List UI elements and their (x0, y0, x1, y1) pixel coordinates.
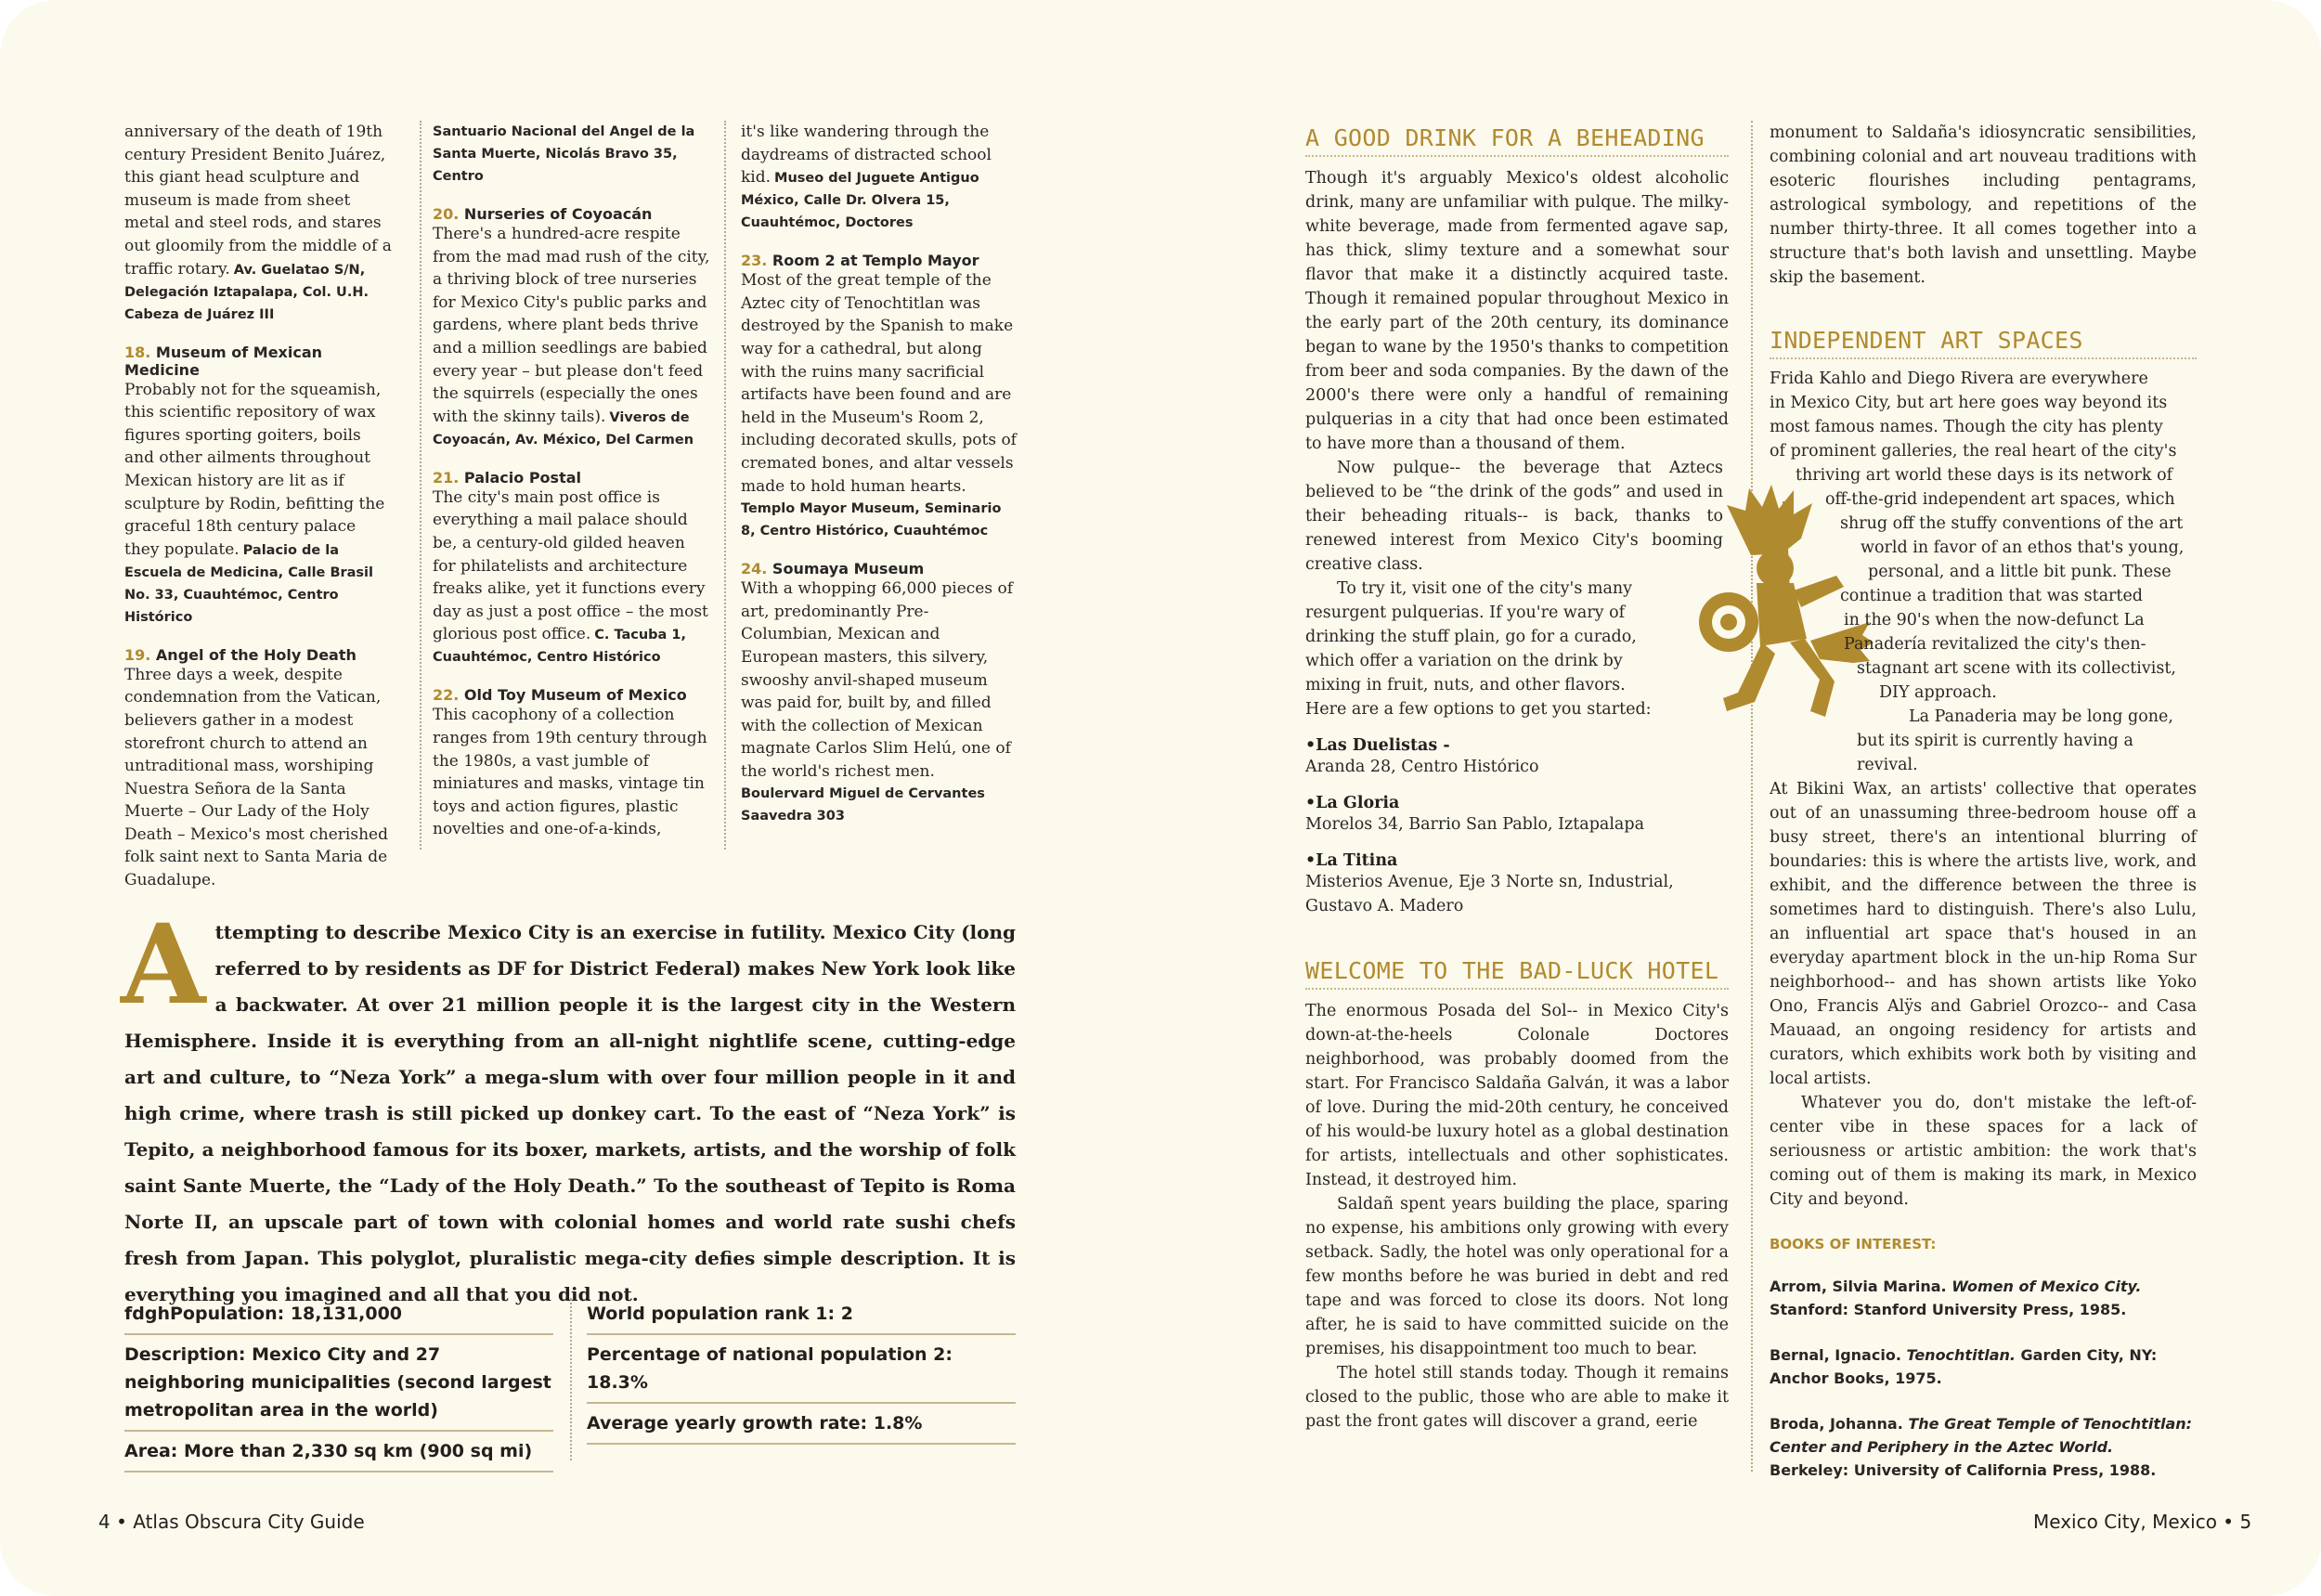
entry-number: 21. (433, 468, 460, 487)
entry-22-tail (741, 121, 1019, 234)
left-column-3 (741, 121, 1019, 845)
entry-title: Soumaya Museum (772, 560, 925, 578)
bar-item (1305, 794, 1729, 837)
stats-divider (570, 1298, 572, 1460)
art-line: off-the-grid independent art spaces, which (1825, 490, 2175, 509)
entry-address: Av. Guelatao S/N, Delegación Iztapalapa, Col. U.H. Cabeza de Juárez III (124, 262, 369, 322)
stat-world-rank: World population rank 1: 2 (587, 1294, 1016, 1335)
entry-text: There's a hundred-acre respite from the mad mad rush of the city, a thriving block of tree nurseries for Mexico City's public parks and gardens, where plant beds thrive and a million seedlings are babied every year – but please don't feed the squirrels (especially the ones with the skinny tails). (433, 225, 710, 426)
stats-left (124, 1294, 553, 1473)
entry-22 (433, 686, 711, 841)
bar-item (1305, 736, 1729, 779)
entry-number: 22. (433, 686, 460, 705)
drink-paragraph-3: To try it, visit one of the city's many resurgent pulquerias. If you're wary of drinking the stuff plain, go for a curado, which offer a variation on the drink by mixing in fruit, nuts, and other flavors. Here are a few options to get you started: (1305, 579, 1652, 719)
entry-address: Palacio de la Escuela de Medicina, Calle Brasil No. 33, Cuauhtémoc, Centro Histórico (124, 542, 374, 625)
art-line: Frida Kahlo and Diego Rivera are everywhere (1770, 370, 2148, 388)
book-author: Arrom, Silvia Marina. (1770, 1278, 1952, 1295)
book-title: The Great Temple of Tenochtitlan: Center and Periphery in the Aztec World. (1770, 1415, 2193, 1456)
entry-19 (124, 646, 392, 892)
entry-number: 24. (741, 560, 768, 578)
bar-name: •La Gloria (1305, 794, 1400, 812)
drink-paragraph-2: Now pulque-- the beverage that Aztecs believed to be “the drink of the gods” and used in their beheading rituals-- is back, thanks to renewed interest from Mexico City's booming creative class. (1305, 459, 1723, 574)
column-divider (1751, 121, 1753, 1472)
book-publisher: Garden City, NY: Anchor Books, 1975. (1770, 1346, 2158, 1387)
art-line: in Mexico City, but art here goes way beyond its (1770, 394, 2168, 412)
entry-title: Room 2 at Templo Mayor (772, 252, 979, 270)
entry-21 (433, 469, 711, 669)
entry-address: C. Tacuba 1, Cuauhtémoc, Centro Histórico (433, 628, 686, 666)
art-line: most famous names. Though the city has plenty (1770, 418, 2163, 436)
entry-title: Old Toy Museum of Mexico (463, 686, 687, 705)
stat-description: Description: Mexico City and 27 neighboring municipalities (second largest metropolitan area in the world) (124, 1335, 553, 1432)
stat-population: fdghPopulation: 18,131,000 (124, 1294, 553, 1335)
entry-title: Museum of Mexican Medicine (124, 343, 323, 379)
entry-title: Nurseries of Coyoacán (463, 205, 653, 223)
art-line: DIY approach. (1879, 683, 1997, 702)
left-column-1 (124, 121, 392, 910)
entry-text: This cacophony of a collection ranges from 19th century through the 1980s, a vast jumble of miniatures and masks, vintage tin toys and action figures, plastic novelties and one-of-a-kinds, (433, 706, 707, 839)
book-title: Women of Mexico City. (1951, 1278, 2142, 1295)
right-column-2 (1770, 121, 2197, 1504)
entry-heading (741, 560, 1019, 577)
entry-18 (124, 344, 392, 629)
bar-address: Aranda 28, Centro Histórico (1305, 758, 1539, 776)
hotel-paragraph-3: The hotel still stands today. Though it remains closed to the public, those who are able to make it past the front gates will discover a grand, eerie (1305, 1364, 1729, 1431)
entry-text: With a whopping 66,000 pieces of art, predominantly Pre-Columbian, Mexican and European masters, this silvery, swooshy anvil-shaped museum was paid for, built by, and filled with the collection of Mexican magnate Carlos Slim Helú, one of the world's richest men. (741, 579, 1014, 781)
books-list (1770, 1275, 2197, 1482)
entry-heading (124, 646, 392, 664)
entry-heading (124, 344, 392, 379)
entry-text: The city's main post office is everything a mail palace should be, a century-old gilded heaven for philatelists and architecture freaks alike, yet it functions every day as just a post office – the most glorious post office. (433, 487, 708, 644)
art-line: thriving art world these days is its network of (1796, 466, 2173, 485)
entry-17-tail (124, 121, 392, 326)
entry-24 (741, 560, 1019, 827)
section-title-hotel: WELCOME TO THE BAD-LUCK HOTEL (1305, 957, 1729, 990)
book-publisher: Berkeley: University of California Press, 1988. (1770, 1461, 2157, 1479)
art-line: shrug off the stuffy conventions of the art (1840, 514, 2184, 533)
books-title: BOOKS OF INTEREST: (1770, 1236, 1937, 1252)
right-column-1 (1305, 124, 1729, 1434)
entry-number: 18. (124, 343, 151, 361)
stat-national-percentage: Percentage of national population 2: 18.3% (587, 1335, 1016, 1404)
entry-address: Viveros de Coyoacán, Av. México, Del Carmen (433, 409, 694, 448)
section-title-art: INDEPENDENT ART SPACES (1770, 327, 2197, 359)
book-citation (1770, 1275, 2197, 1321)
drink-paragraph-1: Though it's arguably Mexico's oldest alcoholic drink, many are unfamiliar with pulque. The milky-white beverage, made from fermented agave sap, has thick, slimy texture and a somewhat sour flavor that make it a distinctly acquired taste. Though it remained popular throughout Mexico in the early part of the 20th century, its dominance began to wane by the 1950's thanks to competition from beer and soda companies. By the dawn of the 2000's there were only a handful of remaining pulquerias in a city that had once been estimated to have more than a thousand of them. (1305, 169, 1729, 453)
entry-number: 20. (433, 205, 460, 223)
art-line: but its spirit is currently having a revival. (1857, 732, 2133, 774)
stat-area: Area: More than 2,330 sq km (900 sq mi) (124, 1432, 553, 1473)
stat-growth-rate: Average yearly growth rate: 1.8% (587, 1404, 1016, 1445)
entry-text: anniversary of the death of 19th century President Benito Juárez, this giant head sculpture and museum is made from sheet metal and steel rods, and stares out gloomily from the middle of a traffic rotary. (124, 123, 392, 279)
column-divider (420, 121, 421, 850)
bar-address: Misterios Avenue, Eje 3 Norte sn, Industrial, Gustavo A. Madero (1305, 873, 1674, 915)
bar-address: Morelos 34, Barrio San Pablo, Iztapalapa (1305, 815, 1645, 834)
art-line: of prominent galleries, the real heart of the city's (1770, 442, 2177, 461)
art-line: La Panaderia may be long gone, (1909, 707, 2173, 726)
entry-address: Boulervard Miguel de Cervantes Saavedra 303 (741, 786, 985, 824)
entry-20 (433, 205, 711, 451)
art-paragraph-2: Whatever you do, don't mistake the left-of-center vibe in these spaces for a lack of seriousness or artistic ambition: the work that's coming out of them is making its mark, in Mexico City and beyond. (1770, 1094, 2197, 1209)
art-line: in the 90's when the now-defunct La (1844, 611, 2145, 629)
art-line: Panadería revitalized the city's then- (1844, 635, 2146, 654)
art-paragraph-rest: At Bikini Wax, an artists' collective that operates out of an unassuming three-bedroom house off a busy street, there's an intentional blurring of boundaries: this is where the artists live, work, and exhibit, and the difference between the three is sometimes hard to distinguish. There's also Lulu, an influential art space that's housed in an everyday apartment block in the un-hip Roma Sur neighborhood-- and has shown artists like Yoko Ono, Francis Alÿs and Gabriel Orozco-- and Casa Mauaad, an ongoing residency for artists and curators, which exhibits work both by visiting and local artists. (1770, 780, 2197, 1088)
entry-number: 19. (124, 645, 151, 664)
book-citation (1770, 1412, 2197, 1482)
entry-title: Angel of the Holy Death (155, 645, 357, 664)
bar-name: •La Titina (1305, 851, 1398, 870)
entry-text: Three days a week, despite condemnation from the Vatican, believers gather in a modest storefront church to attend an untraditional mass, worshiping Nuestra Señora de la Santa Muerte – Our Lady of the Holy Death – Mexico's most cherished folk saint next to Santa Maria de Guadalupe. (124, 665, 388, 890)
warrior-leg-left (1723, 642, 1775, 711)
section-title-drink: A GOOD DRINK FOR A BEHEADING (1305, 124, 1729, 157)
entry-number: 23. (741, 252, 768, 270)
bar-name: •Las Duelistas - (1305, 736, 1450, 755)
art-line: continue a tradition that was started (1840, 587, 2144, 605)
entry-title: Palacio Postal (463, 468, 581, 487)
left-page-footer: 4 • Atlas Obscura City Guide (98, 1511, 365, 1533)
entry-text: it's like wandering through the daydreams of distracted school kid. (741, 123, 992, 188)
bar-item (1305, 851, 1729, 918)
entry-23 (741, 252, 1019, 542)
art-line: world in favor of an ethos that's young, (1861, 538, 2185, 557)
drop-cap: A (121, 900, 206, 1029)
entry-text: Most of the great temple of the Aztec city of Tenochtitlan was destroyed by the Spanish to make way for a cathedral, but along with the ruins many sacrificial artifacts have been found and are held in the Museum's Room 2, including decorated skulls, pots of cremated bones, and altar vessels made to hold human hearts. (741, 271, 1017, 496)
hotel-paragraph-2: Saldañ spent years building the place, sparing no expense, his ambitions only growing with every setback. Sadly, the hotel was only operational for a few months before he was buried in debt and red tape and was forced to close its doors. Not long after, he is said to have committed suicide on the premises, his disappointment too much to bear. (1305, 1195, 1729, 1358)
entry-19-address (433, 121, 711, 188)
entry-address: Museo del Juguete Antiguo México, Calle Dr. Olvera 15, Cuauhtémoc, Doctores (741, 171, 979, 231)
entry-heading (433, 469, 711, 487)
intro-paragraph (121, 900, 1016, 1313)
art-line: stagnant art scene with its collectivist, (1857, 659, 2176, 678)
hotel-paragraph-tail: monument to Saldaña's idiosyncratic sensibilities, combining colonial and art nouveau traditions with esoteric flourishes including pentagrams, astrological symbology, and repetitions of the number thirty-three. It all comes together into a structure that's both lavish and unsettling. Maybe skip the basement. (1770, 123, 2197, 287)
entry-heading (741, 252, 1019, 269)
column-divider (724, 121, 726, 850)
book-title: Tenochtitlan. (1906, 1346, 2016, 1364)
bar-list (1305, 736, 1729, 918)
art-paragraph-1 (1770, 367, 2197, 1091)
entry-heading (433, 205, 711, 223)
intro-text: ttempting to describe Mexico City is an exercise in futility. Mexico City (long referred to by residents as DF for District Federal) makes New York look like a backwater. At over 21 million people it is the largest city in the Western Hemisphere. Inside it is everything from an all-night nightlife scene, cutting-edge art and culture, to “Neza York” a mega-slum with over four million people in it and high crime, where trash is still picked up donkey cart. To the east of “Neza York” is Tepito, a neighborhood famous for its boxer, markets, artists, and the worship of folk saint Sante Muerte, the “Lady of the Holy Death.” To the southeast of Tepito is Roma Norte II, an upscale part of town with colonial homes and world rate sushi chefs fresh from Japan. This polyglot, pluralistic mega-city defies simple description. It is everything you imagined and all that you did not. (124, 921, 1016, 1305)
book-author: Bernal, Ignacio. (1770, 1346, 1907, 1364)
book-author: Broda, Johanna. (1770, 1415, 1909, 1433)
left-column-2 (433, 121, 711, 859)
hotel-paragraph-1: The enormous Posada del Sol-- in Mexico City's down-at-the-heels Colonale Doctores neighborhood, was probably doomed from the start. For Francisco Saldaña Galván, it was a labor of love. During the mid-20th century, he conceived of his would-be luxury hotel as a global destination for artists, intellectuals and other sophisticates. Instead, it destroyed him. (1305, 1002, 1729, 1189)
stats-right (587, 1294, 1016, 1445)
book-publisher: Stanford: Stanford University Press, 1985. (1770, 1301, 2127, 1318)
entry-text: Probably not for the squeamish, this scientific repository of wax figures sporting goiters, boils and other ailments throughout Mexican history are lit as if sculpture by Rodin, befitting the graceful 18th century palace they populate. (124, 380, 385, 559)
right-page-footer: Mexico City, Mexico • 5 (2033, 1511, 2252, 1533)
entry-heading (433, 686, 711, 704)
entry-address: Templo Mayor Museum, Seminario 8, Centro Histórico, Cuauhtémoc (741, 501, 1002, 539)
entry-address: Santuario Nacional del Angel de la Santa Muerte, Nicolás Bravo 35, Centro (433, 124, 695, 184)
book-citation (1770, 1343, 2197, 1390)
art-line: personal, and a little bit punk. These (1868, 563, 2172, 581)
